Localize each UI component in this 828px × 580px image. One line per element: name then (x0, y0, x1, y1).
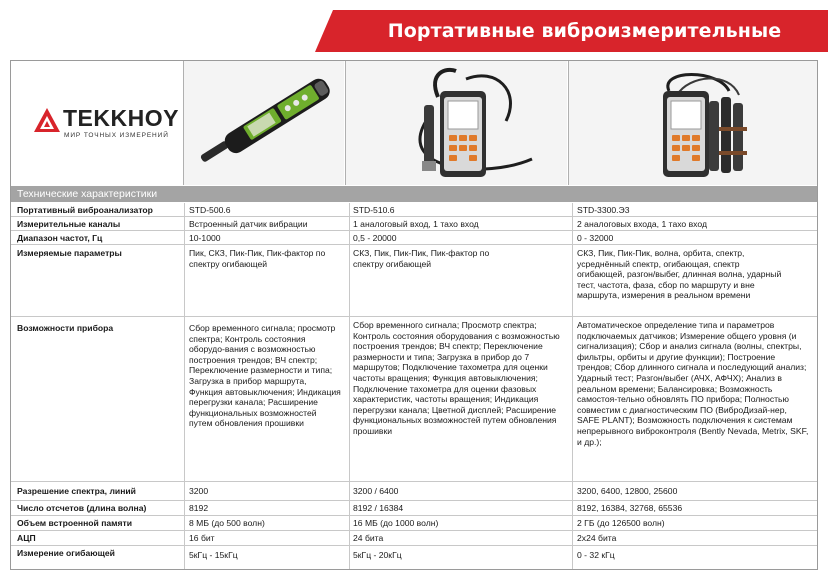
cell-std-500: Сбор временного сигнала; просмотр спектра; Контроль состояния оборудо-вания с возможностью построения трендов; ВЧ спектр; Переключение размерности и типа; Загрузка в прибор маршрута, Функция автовыключения; Индикация перегрузки канала; Расширение функциональных возможностей путем обновления прошивки (189, 323, 341, 429)
cell-std-3300: STD-3300.Э3 (577, 205, 630, 215)
section-header: Технические характеристики (11, 186, 817, 202)
cell-std-3300: 3200, 6400, 12800, 25600 (577, 486, 678, 496)
product-photo-std-3300 (568, 61, 817, 185)
cell-std-510: 16 МБ (до 1000 волн) (353, 518, 439, 528)
table-row (11, 482, 817, 501)
cell-std-3300: 2 аналоговых входа, 1 тахо вход (577, 219, 707, 229)
logo-cell (11, 61, 183, 185)
cell-std-500: 3200 (189, 486, 209, 496)
cell-std-3300: Автоматическое определение типа и параметров подключаемых датчиков; Измерение общего уровня (и сигнализация); Сбор и анализ сигнала (волны, спектры, фильтры, орбиты и другие функции); Построение трендов; Сбор длинного сигнала и последующий анализ; Ударный тест; Разгон/выбег (АЧХ, АФЧХ); Анализ в реальном времени; Балансировка; Возможность самостоя-тельно обновлять ПО прибора; Полностью совместим с диагностическим ПО (ВиброДизай-нер, SAFE PLANT); Возможность подключения к системам непрерывного виброконтроля (Bently Nevada, Metrix, SKF, и др.); (577, 320, 809, 447)
header-banner (315, 10, 828, 52)
cell-std-500: 8192 (189, 503, 209, 513)
logo-triangle-icon (33, 107, 61, 133)
row-label: Объем встроенной памяти (17, 518, 133, 528)
table-row (11, 317, 817, 482)
cell-std-500: 10-1000 (189, 233, 221, 243)
row-label: Разрешение спектра, линий (17, 486, 136, 496)
cell-std-510: 5кГц - 20кГц (353, 550, 402, 560)
row-label: Число отсчетов (длина волна) (17, 503, 147, 513)
table-row (11, 231, 817, 245)
cell-std-510: 1 аналоговый вход, 1 тахо вход (353, 219, 479, 229)
cell-std-3300: 2х24 бита (577, 533, 617, 543)
cell-std-500: 16 бит (189, 533, 215, 543)
pen-vibration-meter-icon (184, 61, 344, 185)
cell-std-510: 0,5 - 20000 (353, 233, 397, 243)
product-photo-std-510 (345, 61, 567, 185)
multichannel-analyzer-icon (569, 61, 817, 185)
table-row (11, 217, 817, 231)
row-label: Диапазон частот, Гц (17, 233, 103, 243)
page-title: Портативные виброизмерительные (387, 20, 782, 42)
cell-std-510: STD-510.6 (353, 205, 395, 215)
row-label: АЦП (17, 533, 36, 543)
table-row (11, 531, 817, 546)
cell-std-500: 8 МБ (до 500 волн) (189, 518, 265, 528)
row-label: Измерительные каналы (17, 219, 121, 229)
handheld-analyzer-icon (346, 61, 567, 185)
cell-std-500: STD-500.6 (189, 205, 231, 215)
row-label: Возможности прибора (17, 323, 114, 333)
table-row (11, 203, 817, 217)
cell-std-3300: 8192, 16384, 32768, 65536 (577, 503, 683, 513)
table-row (11, 516, 817, 531)
cell-std-510: Сбор временного сигнала; Просмотр спектра; Контроль состояния оборудования с возможностью построения трендов; ВЧ спектр; Переключение размерности и типа; Загрузка в прибор до 7 маршрутов; Подключение тахометра для оценки частоты вращения; Функция автовыключения; Подключение тахометра для оценки фазовых характеристик, частоты вращения; Индикация перегрузки канала; Цветной дисплей; Расширение функциональных возможностей путем обновления прошивки (353, 320, 560, 436)
table-row (11, 245, 817, 317)
product-photo-std-500 (183, 61, 344, 185)
cell-std-510: 24 бита (353, 533, 384, 543)
brand-name: TEKKHOY (63, 105, 179, 131)
cell-std-510: СКЗ, Пик, Пик-Пик, Пик-фактор по спектру огибающей (353, 248, 490, 269)
row-label: Портативный виброанализатор (17, 205, 153, 215)
table-row (11, 546, 817, 569)
cell-std-510: 8192 / 16384 (353, 503, 404, 513)
brand-tagline: МИР ТОЧНЫХ ИЗМЕРЕНИЙ (64, 132, 169, 139)
cell-std-500: Пик, СКЗ, Пик-Пик, Пик-фактор по спектру огибающей (189, 248, 326, 269)
cell-std-500: Встроенный датчик вибрации (189, 219, 308, 229)
cell-std-3300: 0 - 32 кГц (577, 550, 615, 560)
cell-std-3300: 0 - 32000 (577, 233, 614, 243)
row-label: Измерение огибающей (17, 548, 115, 558)
table-row (11, 501, 817, 516)
cell-std-510: 3200 / 6400 (353, 486, 399, 496)
cell-std-3300: СКЗ, Пик, Пик-Пик, волна, орбита, спектр, усреднённый спектр, огибающая, спектр огибающей, разгон/выбег, длинная волна, ударный тест, частота, фаза, сбор по маршруту и вне маршрута, измерения в реальном времени (577, 248, 782, 301)
cell-std-3300: 2 ГБ (до 126500 волн) (577, 518, 665, 528)
cell-std-500: 5кГц - 15кГц (189, 550, 238, 560)
row-label: Измеряемые параметры (17, 248, 122, 258)
